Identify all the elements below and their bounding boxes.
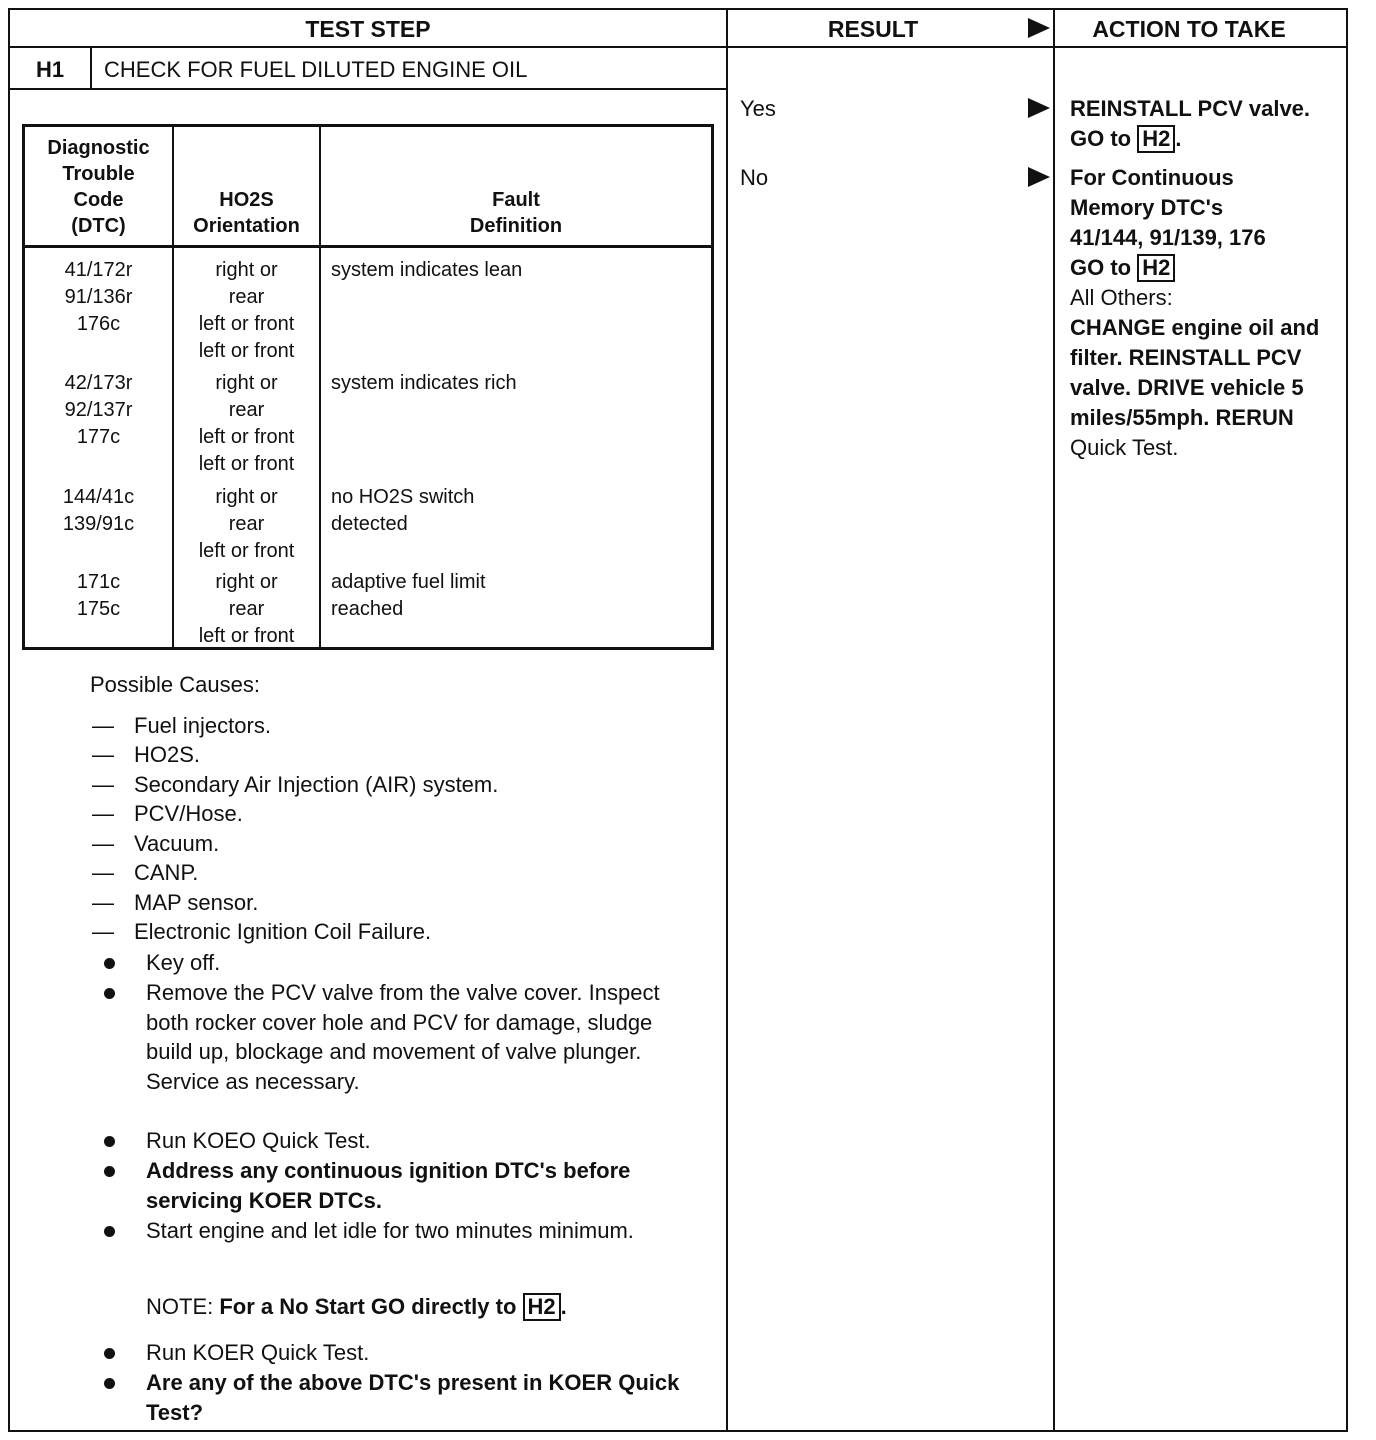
dtc-codes: 171c 175c xyxy=(76,571,121,620)
cause-item: — HO2S. xyxy=(92,742,201,767)
column-divider-result xyxy=(726,8,728,1432)
action-yes: REINSTALL PCV valve. GO to H2 . xyxy=(1070,96,1311,151)
dtc-orientation: right or rear left or front xyxy=(198,486,295,562)
dtc-orientation: right or rear left or front xyxy=(198,571,295,647)
dtc-table xyxy=(22,124,714,650)
action-no: For Continuous Memory DTC's 41/144, 91/139, 176 GO to H2 All Others: CHANGE engine oil and filter. REINSTALL PCV valve. DRIVE vehicle 5 miles/55mph. RERUN Quick Test. xyxy=(1070,165,1320,460)
dtc-fault: no HO2S switch detected xyxy=(331,486,475,535)
header-result: RESULT xyxy=(827,16,919,42)
bullet-icon xyxy=(104,1226,115,1237)
header-rule xyxy=(8,46,1348,48)
dtc-codes: 41/172r 91/136r 176c xyxy=(64,259,133,335)
dtc-header-rule xyxy=(25,245,711,248)
ref-box: H2 xyxy=(1137,254,1175,282)
dtc-codes: 42/173r 92/137r 177c xyxy=(64,372,133,448)
step-id: H1 xyxy=(35,57,65,82)
bullet-icon xyxy=(104,958,115,969)
cause-item: — Fuel injectors. xyxy=(92,713,271,738)
cause-item: — PCV/Hose. xyxy=(92,801,243,826)
dtc-codes: 144/41c 139/91c xyxy=(62,486,135,535)
dtc-orientation: right or rear left or front left or front xyxy=(198,372,295,475)
dtc-header-code: Diagnostic Trouble Code (DTC) xyxy=(47,137,150,237)
header-arrow-icon xyxy=(1028,18,1050,38)
dtc-fault: system indicates lean xyxy=(331,259,523,281)
bullet-icon xyxy=(104,1348,115,1359)
cause-item: — Vacuum. xyxy=(92,831,220,856)
bullet-icon xyxy=(104,1166,115,1177)
cause-item: — Electronic Ignition Coil Failure. xyxy=(92,919,432,944)
bullet-icon xyxy=(104,988,115,999)
dtc-orientation: right or rear left or front left or front xyxy=(198,259,295,362)
dtc-header-orientation: HO2S Orientation xyxy=(193,189,300,237)
cause-item: — CANP. xyxy=(92,860,199,885)
step-id-divider xyxy=(90,46,92,90)
possible-causes-title: Possible Causes: xyxy=(90,672,260,697)
ref-box: H2 xyxy=(1137,125,1175,153)
header-action: ACTION TO TAKE xyxy=(1092,16,1286,42)
header-test-step: TEST STEP xyxy=(305,16,431,42)
result-yes: Yes xyxy=(740,96,776,121)
step-title: CHECK FOR FUEL DILUTED ENGINE OIL xyxy=(104,57,528,82)
dtc-header-fault: Fault Definition xyxy=(469,189,563,237)
bullet-icon xyxy=(104,1378,115,1389)
dtc-fault: system indicates rich xyxy=(331,372,517,394)
result-arrow-icon xyxy=(1028,98,1050,118)
result-arrow-icon xyxy=(1028,167,1050,187)
bullet-icon xyxy=(104,1136,115,1147)
ref-box: H2 xyxy=(523,1293,561,1321)
column-divider-action xyxy=(1053,8,1055,1432)
note: NOTE: For a No Start GO directly to H2 . xyxy=(146,1294,567,1319)
result-no: No xyxy=(740,165,769,190)
cause-item: — Secondary Air Injection (AIR) system. xyxy=(92,772,499,797)
dtc-fault: adaptive fuel limit reached xyxy=(331,571,486,620)
cause-item: — MAP sensor. xyxy=(92,890,259,915)
